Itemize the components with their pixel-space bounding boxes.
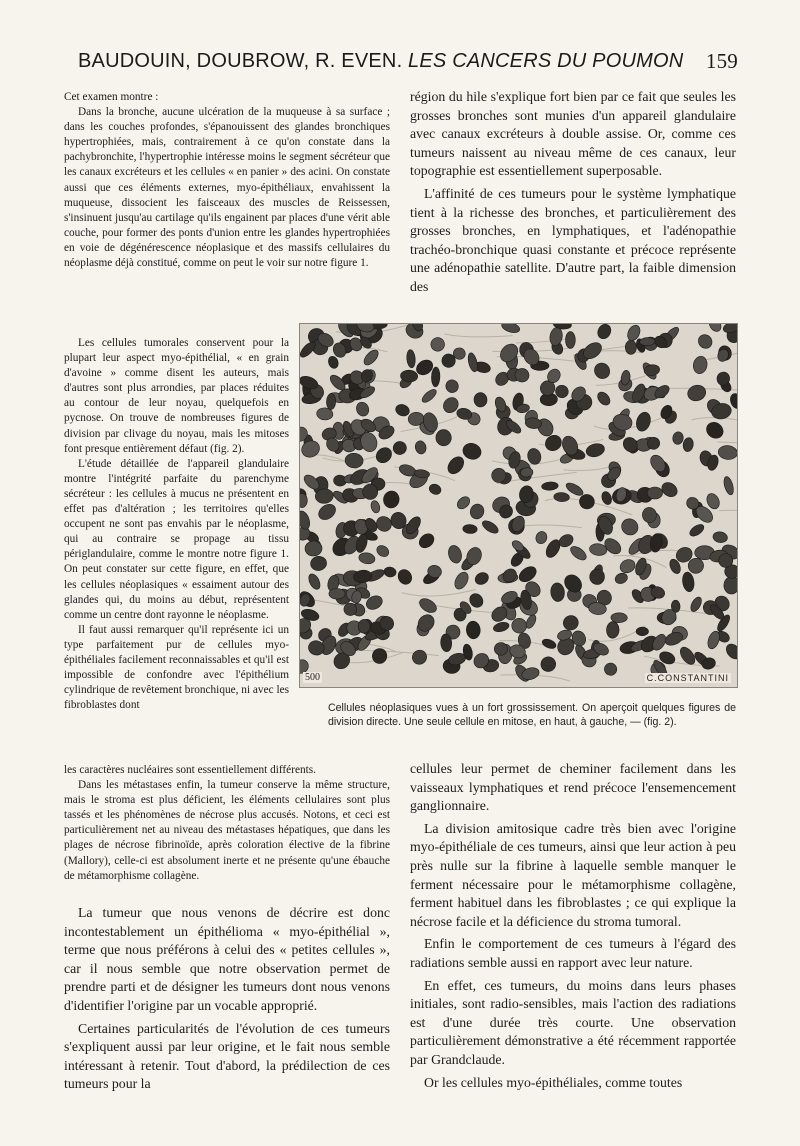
header-authors: BAUDOUIN, DOUBROW, R. EVEN. [78,50,403,72]
cell-nucleus [568,544,588,563]
cell-nucleus [595,390,612,408]
cell-nucleus [618,557,637,575]
cell-nucleus [306,572,322,591]
cell-nucleus [589,569,605,585]
left-column-after-figure [64,763,390,884]
cell-nucleus [703,419,726,441]
paragraph: Or les cellules myo-épithéliales, comme toutes [424,1074,683,1090]
cell-nucleus [473,392,487,408]
cell-nucleus [538,654,558,674]
cell-nucleus [692,355,709,375]
cell-nucleus [431,367,440,387]
page-number: 159 [705,49,738,73]
cell-nucleus [534,530,549,546]
cell-nucleus [723,576,737,595]
cell-nucleus [414,440,427,455]
paragraph: Il faut aussi remarquer qu'il représente ici un type parfaitement pur de cellules myo-épithéliales facilement reconnaissables et qu'il est impossible de confondre avec l'épithélium cylindrique de revêtement bronchique, ni avec les fibroblastes dont [64,623,289,712]
cell-nucleus [541,481,558,490]
cell-nucleus [681,571,695,592]
cell-nucleus [429,335,447,353]
cell-nucleus [566,332,576,349]
cell-nucleus [696,332,715,351]
cell-nucleus [417,596,439,616]
cell-nucleus [463,524,478,534]
cell-nucleus [406,349,416,368]
stroma-fiber [719,510,737,515]
left-column-bottom [64,904,390,1094]
cell-nucleus [444,378,461,395]
cell-nucleus [712,531,728,544]
cell-nucleus [707,324,724,334]
cell-nucleus [722,476,735,496]
running-header [78,47,738,81]
paragraph: cellules leur permet de cheminer facilement dans les vaisseaux lymphatiques et rend précoce l'ensemencement ganglionnaire. [410,761,736,814]
cell-nucleus [382,490,400,509]
cell-nucleus [639,337,655,346]
cell-nucleus [375,543,391,559]
cell-nucleus [550,582,565,602]
cell-nucleus [416,531,436,551]
cell-nucleus [358,552,376,565]
cell-nucleus [682,437,694,452]
micrograph-figure [299,323,738,688]
header-title: LES CANCERS DU POUMON [408,50,684,72]
cell-nucleus [611,613,628,623]
cell-nucleus [392,440,408,456]
cell-nucleus [636,627,648,636]
cell-nucleus [428,482,443,496]
cell-nucleus [327,355,340,370]
cell-nucleus [461,441,484,462]
cell-nucleus [634,410,652,432]
cell-nucleus [688,522,706,538]
cell-nucleus [618,516,641,539]
cell-nucleus [561,614,580,632]
cell-nucleus [659,480,680,500]
figure-signature: C.CONSTANTINI [646,673,729,683]
stroma-fiber [402,589,476,596]
cell-nucleus [420,387,438,404]
cell-nucleus [717,444,737,460]
stroma-fiber [444,334,512,337]
cell-nucleus [446,544,463,565]
paragraph: En effet, ces tumeurs, du moins dans leurs phases initiales, sont radio-sensibles, mais l'action des radiations est d'une durée très courte. Une observation particulièrement démonstrative a été récemment rapportée par Grandclaude. [410,977,736,1067]
cell-nucleus [554,492,570,502]
paragraph: La division amitosique cadre très bien avec l'origine myo-épithéliale de ces tumeurs, ainsi que leur action à peu près nulle sur la fibrine à laquelle semble manquer le ferment nécessaire pour le métamorphisme collagène, ferment habituel dans les fibroblastes ; ce qui explique la nécrose facile et la déficience du stroma tumoral. [410,820,736,929]
paragraph: les caractères nucléaires sont essentiellement différents. [64,764,316,776]
cell-nucleus [591,360,612,382]
paragraph: L'étude détaillée de l'appareil glandulaire montre l'intégrité parfaite du parenchyme sécréteur : les cellules à mucus ne présentent en effet pas d'altération ; les territoires qu'elles occupent ne sont pas envahis par le néoplasme, qui au contraire se propage au tissu périglandulaire, comme le montre notre figure 1. On peut constater sur cette figure, en effet, que les cellules néoplasiques « essaiment autour des glandes qui, du moins au début, représentent comme un centre dont rayonne le néoplasme. [64,457,289,621]
cell-nucleus [494,642,507,655]
cell-nucleus [316,501,339,523]
figure-caption: Cellules néoplasiques vues à un fort grossissement. On aperçoit quelques figures de division directe. Une seule cellule en mitose, en haut, à gauche, — (fig. 2). [328,702,736,728]
cell-nucleus [373,513,394,534]
cell-nucleus [410,647,430,666]
cell-nucleus [704,491,721,510]
left-column-wrap [64,336,289,713]
cell-nucleus [326,393,336,409]
cell-nucleus [455,494,472,511]
cell-nucleus [585,442,606,459]
cell-nucleus [500,324,521,335]
cell-nucleus [647,487,662,499]
cell-nucleus [466,352,479,373]
paragraph: Cet examen montre : [64,91,159,103]
cell-nucleus [541,637,557,650]
cell-nucleus [300,509,312,531]
cell-nucleus [561,571,585,595]
cell-nucleus [383,566,397,578]
cell-nucleus [435,429,451,446]
paragraph: Dans les métastases enfin, la tumeur conserve la même structure, mais le stroma est plus déficient, les éléments cellulaires sont plus tassés et les phénomènes de nécrose plus accusés. Notons, et ceci est particulièrement net au niveau des métastases hépatiques, que dans les plages de nécrose fibrinoïde, après coloration élective de la fibrine (Mallory), celle-ci est absolument inerte et ne présente qu'une ébauche de métamorphisme collagène. [64,779,390,882]
cell-nucleus [354,400,370,418]
paragraph: Dans la bronche, aucune ulcération de la muqueuse à sa surface ; dans les couches profondes, s'épanouissent des glandes bronchiques hypertrophiées, mais, contrairement à ce qu'on constate dans la pachybronchite, l'hypertrophie intéresse moins le segment sécréteur que les canaux excréteurs et les cellules « en panier » des acini. On constate aussi que ces éléments externes, myo-épithéliaux, envahissent la muqueuse, dissocient les faisceaux des muscles de Reissessen, s'insinuent jusqu'au cartilage qu'ils engainent par places d'une vérit able couche, pour former des ponts d'union entre les glandes hypertrophiées en voie de dégénérescence néoplasique et des massifs cellulaires du néoplasme déjà constitué, comme on peut le voir sur notre figure 1. [64,106,390,270]
cell-nucleus [361,348,380,368]
cell-nucleus [548,326,563,346]
paragraph: Les cellules tumorales conservent pour la plupart leur aspect myo-épithélial, « en grain d'avoine » comme disent les auteurs, mais d'autres sont plus arrondies, par places réduites au contour de leur noyau, quelquefois en pycnose. On trouve de nombreuses figures de division par clivage du noyau, mais les mitoses font presque entièrement défaut (fig. 2). [64,337,289,455]
cell-nucleus [300,438,322,460]
cell-nucleus [468,502,485,520]
micrograph-image [300,324,737,687]
paragraph: Enfin le comportement de ces tumeurs à l'égard des radiations semble aussi en rapport avec leur nature. [410,936,736,970]
cell-nucleus [625,340,636,354]
cell-nucleus [309,555,327,572]
cell-nucleus [344,453,363,469]
cell-nucleus [492,621,510,634]
right-column-bottom [410,760,736,1092]
right-column-top [410,88,736,297]
cell-nucleus [689,595,704,613]
cell-nucleus [595,324,613,341]
cell-nucleus [686,383,708,403]
left-column-top [64,90,390,271]
cell-nucleus [516,564,539,585]
cell-nucleus [480,518,500,535]
cell-nucleus [614,571,630,585]
paragraph: Certaines particularités de l'évolution de ces tumeurs s'expliquent aussi par leur origine, et le fait nous semble intéressant à retenir. Tout d'abord, la prédilection de ces tumeurs pour la [64,1020,390,1092]
figure-magnification: 500 [305,672,320,683]
cell-nucleus [329,589,345,600]
cell-nucleus [602,661,619,677]
cell-nucleus [452,570,471,591]
cell-nucleus [371,647,389,665]
paragraph: La tumeur que nous venons de décrire est donc incontestablement un épithélioma « myo-épithélial », terme que nous préférons à celui des « petites cellules », car il nous semble que notre observation permet de prendre parti et de désigner les tumeurs dont nous venons d'identifier l'origine par un vocable approprié. [64,905,390,1013]
cell-nucleus [370,500,381,514]
cell-nucleus [578,493,596,510]
cell-nucleus [672,431,684,445]
cell-nucleus [466,621,481,640]
cell-nucleus [606,621,620,638]
cell-nucleus [445,454,467,477]
cell-nucleus [396,567,415,587]
cell-nucleus [600,490,613,506]
cell-nucleus [394,402,411,417]
cell-nucleus [473,570,491,587]
cell-nucleus [373,445,394,466]
paragraph: région du hile s'explique fort bien par ce fait que seules les grosses bronches sont munies d'un appareil glandulaire avec canaux excréteurs à double assise. Or, comme ces tumeurs naissent au niveau même de ces canaux, leur topographie est essentiellement superposable. [410,89,736,179]
cell-nucleus [723,641,737,662]
paragraph: L'affinité de ces tumeurs pour le système lymphatique tient à la richesse des bronches, et particulièrement des grosses bronches, en lymphatiques, et l'adénopathie trachéo-bronchique quasi constante et précoce représente une adénopathie satellite. D'autre part, la faible dimension des [410,185,736,294]
